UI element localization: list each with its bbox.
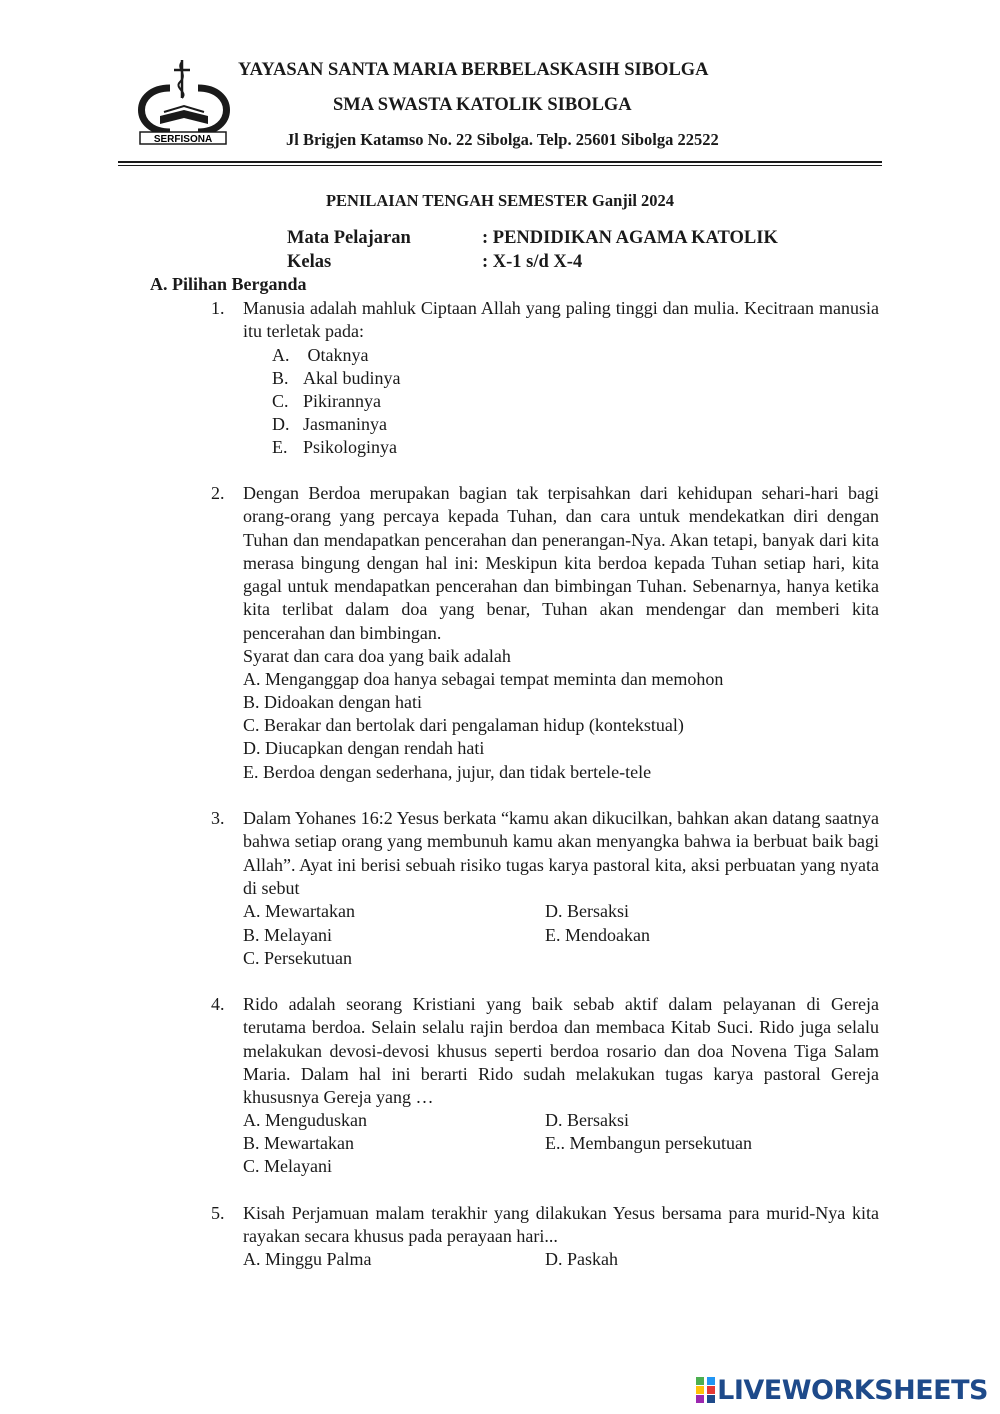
school-address: Jl Brigjen Katamso No. 22 Sibolga. Telp. 25601 Sibolga 22522 — [286, 130, 719, 149]
section-heading: A. Pilihan Berganda — [150, 274, 307, 294]
header-divider — [118, 161, 882, 163]
option-b[interactable]: B. Akal budinya — [272, 368, 401, 388]
header-divider-thin — [118, 165, 882, 166]
option-e[interactable]: E. Psikologinya — [272, 437, 398, 457]
school-name: SMA SWASTA KATOLIK SIBOLGA — [333, 95, 632, 115]
subject-value: : PENDIDIKAN AGAMA KATOLIK — [482, 228, 778, 248]
option-e[interactable]: E.. Membangun persekutuan — [545, 1133, 752, 1153]
option-d[interactable]: D. Paskah — [545, 1249, 618, 1269]
question-text: Rido adalah seorang Kristiani yang baik sebab aktif dalam pelayanan di Gereja terutama berdoa. Selain selalu rajin berdoa dan membaca Kitab Suci. Rido juga selalu melakukan devosi-devosi khusus seperti berdoa rosario dan doa Novena Tiga Salam Maria. Dalam hal ini berarti Rido sudah melakukan tugas karya pastoral Gereja khususnya Gereja yang … — [243, 994, 879, 1108]
class-label: Kelas — [287, 252, 332, 272]
option-a[interactable]: A. Otaknya — [272, 345, 369, 365]
liveworksheets-logo-icon — [695, 1376, 717, 1404]
option-a[interactable]: A. Minggu Palma — [243, 1249, 372, 1269]
question-number: 1. — [211, 298, 225, 318]
option-d[interactable]: D. Jasmaninya — [272, 414, 387, 434]
option-a[interactable]: A. Menguduskan — [243, 1110, 367, 1130]
foundation-name: YAYASAN SANTA MARIA BERBELASKASIH SIBOLGA — [238, 60, 709, 80]
option-e[interactable]: E. Mendoakan — [545, 925, 650, 945]
question-text: Manusia adalah mahluk Ciptaan Allah yang paling tinggi dan mulia. Kecitraan manusia itu terletak pada: — [243, 298, 879, 342]
option-b[interactable]: B. Mewartakan — [243, 1133, 354, 1153]
exam-title: PENILAIAN TENGAH SEMESTER Ganjil 2024 — [325, 191, 675, 210]
option-c[interactable]: C. Berakar dan bertolak dari pengalaman hidup (kontekstual) — [243, 715, 684, 735]
watermark-text: LIVEWORKSHEETS — [717, 1374, 988, 1406]
question-prompt: Syarat dan cara doa yang baik adalah — [243, 646, 511, 666]
question-number: 5. — [211, 1203, 225, 1223]
option-b[interactable]: B. Didoakan dengan hati — [243, 692, 422, 712]
option-d[interactable]: D. Diucapkan dengan rendah hati — [243, 738, 485, 758]
school-logo — [130, 58, 238, 150]
liveworksheets-watermark — [695, 1374, 988, 1406]
option-d[interactable]: D. Bersaksi — [545, 1110, 629, 1130]
class-value: : X-1 s/d X-4 — [482, 252, 583, 272]
question-text: Dalam Yohanes 16:2 Yesus berkata “kamu akan dikucilkan, bahkan akan datang saatnya bahwa setiap orang yang membunuh kamu akan menyangka bahwa ia berbuat baik bagi Allah”. Ayat ini berisi sebuah risiko tugas karya pastoral kita, aksi perbuatan yang nyata di sebut — [243, 808, 879, 898]
option-b[interactable]: B. Melayani — [243, 925, 332, 945]
option-c[interactable]: C. Melayani — [243, 1156, 332, 1176]
question-number: 2. — [211, 483, 225, 503]
option-a[interactable]: A. Menganggap doa hanya sebagai tempat meminta dan memohon — [243, 669, 724, 689]
option-c[interactable]: C. Pikirannya — [272, 391, 381, 411]
option-d[interactable]: D. Bersaksi — [545, 901, 629, 921]
question-number: 4. — [211, 994, 225, 1014]
logo-caption: SERFISONA — [153, 134, 213, 145]
option-a[interactable]: A. Mewartakan — [243, 901, 355, 921]
question-text: Kisah Perjamuan malam terakhir yang dilakukan Yesus bersama para murid-Nya kita rayakan secara khusus pada perayaan hari... — [243, 1203, 879, 1247]
option-c[interactable]: C. Persekutuan — [243, 948, 352, 968]
question-number: 3. — [211, 808, 225, 828]
subject-label: Mata Pelajaran — [287, 228, 411, 248]
question-text: Dengan Berdoa merupakan bagian tak terpisahkan dari kehidupan sehari-hari bagi orang-orang yang percaya kepada Tuhan, dan cara untuk mendekatkan diri dengan Tuhan dan mendapatkan pencerahan dan penerangan-Nya. Akan tetapi, banyak dari kita merasa bingung dengan hal ini: Meskipun kita berdoa kepada Tuhan setiap hari, kita gagal untuk mendapatkan pencerahan dan bimbingan Tuhan. Sebenarnya, hanya ketika kita terlibat dalam doa yang benar, Tuhan akan mendengar dan memberi kita pencerahan dan bimbingan. — [243, 483, 879, 643]
option-e[interactable]: E. Berdoa dengan sederhana, jujur, dan tidak bertele-tele — [243, 762, 652, 782]
